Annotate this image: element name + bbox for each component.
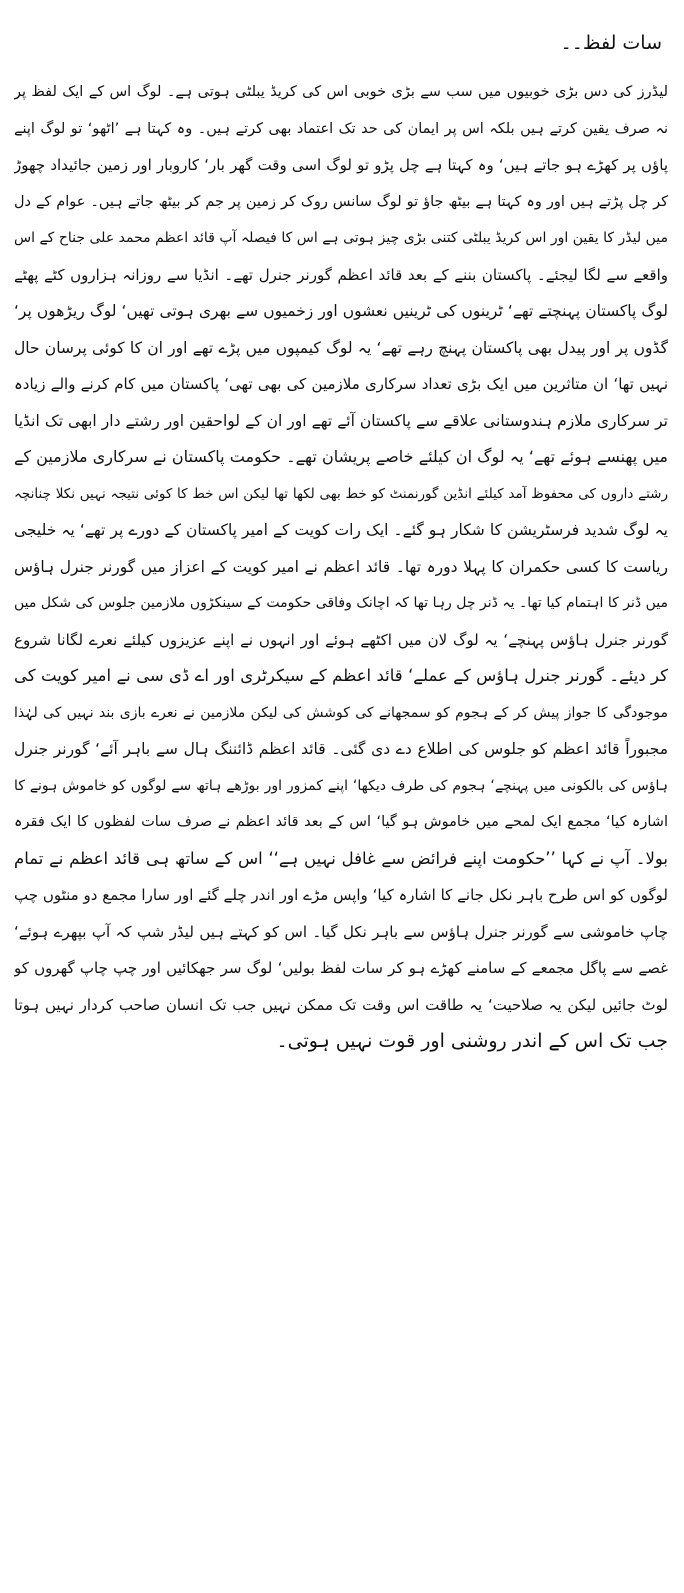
article-line: چاپ خاموشی سے گورنر جنرل ہاؤس سے باہر نکل گیا۔ اس کو کہتے ہیں لیڈر شپ کہ آپ بپھرے ہوئے‘ bbox=[14, 922, 668, 941]
article-line: لوٹ جائیں لیکن یہ صلاحیت‘ یہ طاقت اس وقت تک ممکن نہیں جب تک انسان صاحب کردار نہیں ہوتا bbox=[14, 995, 668, 1014]
article-title: سات لفظ۔۔ bbox=[560, 32, 662, 54]
article-line: واقعے سے لگا لیجئے۔ پاکستان بننے کے بعد قائد اعظم گورنر جنرل تھے۔ انڈیا سے روزانہ ہزاروں کٹے پھٹے bbox=[14, 265, 668, 284]
article-line: لیڈرز کی دس بڑی خوبیوں میں سب سے بڑی خوبی اس کی کریڈ یبلٹی ہوتی ہے۔ لوگ اس کے ایک لفظ پر bbox=[14, 84, 668, 100]
article-line: بولا۔ آپ نے کہا ’’حکومت اپنے فرائض سے غافل نہیں ہے‘‘ اس کے ساتھ ہی قائد اعظم نے تمام bbox=[14, 848, 668, 868]
article-line: میں پھنسے ہوئے تھے‘ یہ لوگ ان کیلئے خاصے پریشان تھے۔ حکومت پاکستان نے سرکاری ملازمین کے bbox=[14, 447, 668, 466]
article-body bbox=[14, 74, 668, 1060]
article-line: گورنر جنرل ہاؤس پہنچے‘ یہ لوگ لان میں اکٹھے ہوئے اور انہوں نے اپنے عزیزوں کیلئے نعرے لگانا شروع bbox=[14, 630, 668, 649]
article-line: میں لیڈر کا یقین اور اس کریڈ یبلٹی کتنی بڑی چیز ہوتی ہے اس کا فیصلہ آپ قائد اعظم محمد علی جناح کے اس bbox=[14, 230, 668, 246]
article-line: ہاؤس کی بالکونی میں پہنچے‘ ہجوم کی طرف دیکھا‘ اپنے کمزور اور بوڑھے ہاتھ سے لوگوں کو خاموش ہونے کا bbox=[14, 777, 668, 794]
article-line: غصے سے پاگل مجمعے کے سامنے کھڑے ہو کر سات لفظ بولیں‘ لوگ سر جھکائیں اور چپ چاپ گھروں کو bbox=[14, 959, 668, 977]
article-line: ریاست کا کسی حکمران کا پہلا دورہ تھا۔ قائد اعظم نے امیر کویت کے اعزاز میں گورنر جنرل ہاؤس bbox=[14, 557, 668, 576]
article-line: کر چل پڑتے ہیں اور وہ کہتا ہے بیٹھ جاؤ تو لوگ سانس روک کر زمین پر جم کر بیٹھ جاتے ہیں۔ عوام کے دل bbox=[14, 193, 668, 210]
article-line: گڈوں پر اور پیدل بھی پاکستان پہنچ رہے تھے‘ یہ لوگ کیمپوں میں پڑے تھے اور ان کا کوئی پرسان حال bbox=[14, 338, 668, 357]
article-line: لوگ پاکستان پہنچتے تھے‘ ٹرینوں کی ٹرینیں نعشوں اور زخمیوں سے بھری ہوتی تھیں‘ لوگ ریڑھوں پر‘ bbox=[14, 302, 668, 320]
article-line: رشتے داروں کی محفوظ آمد کیلئے انڈین گورنمنٹ کو خط بھی لکھا تھا لیکن اس خط کا کوئی نتیجہ نہیں نکلا چنانچہ bbox=[14, 485, 668, 502]
article-line: میں ڈنر کا اہتمام کیا تھا۔ یہ ڈنر چل رہا تھا کہ اچانک وفاقی حکومت کے سینکڑوں ملازمین جلوس کی شکل میں bbox=[14, 595, 668, 611]
article-line: جب تک اس کے اندر روشنی اور قوت نہیں ہوتی۔ bbox=[276, 1030, 668, 1052]
article-line: اشارہ کیا‘ مجمع ایک لمحے میں خاموش ہو گیا‘ اس کے بعد قائد اعظم نے صرف سات لفظوں کا ایک فقرہ bbox=[14, 814, 668, 830]
article-line: پاؤں پر کھڑے ہو جاتے ہیں‘ وہ کہتا ہے چل پڑو تو لوگ اسی وقت گھر بار‘ کاروبار اور زمین جائیداد چھوڑ bbox=[14, 156, 668, 174]
article-line: موجودگی کا جواز پیش کر کے ہجوم کو سمجھانے کی کوشش کی لیکن ملازمین نے نعرے بازی بند نہیں کی لہٰذا bbox=[14, 704, 668, 721]
article-line: یہ لوگ شدید فرسٹریشن کا شکار ہو گئے۔ ایک رات کویت کے امیر پاکستان کے دورے پر تھے‘ یہ خلیجی bbox=[14, 521, 668, 539]
article-line: لوگوں کو اس طرح باہر نکل جانے کا اشارہ کیا‘ واپس مڑے اور اندر چلے گئے اور سارا مجمع دو منٹوں چپ bbox=[14, 886, 668, 904]
article-line: نہ صرف یقین کرتے ہیں بلکہ اس پر ایمان کی حد تک اعتماد بھی کرتے ہیں۔ وہ کہتا ہے ’اٹھو‘ تو لوگ اپنے bbox=[14, 120, 668, 137]
article-line: کر دیئے۔ گورنر جنرل ہاؤس کے عملے‘ قائد اعظم کے سیکرٹری اور اے ڈی سی نے امیر کویت کی bbox=[14, 666, 668, 685]
article-line: تر سرکاری ملازم ہندوستانی علاقے سے پاکستان آئے تھے اور ان کے لواحقین اور رشتے دار ابھی تک انڈیا bbox=[14, 411, 668, 430]
article-line: نہیں تھا‘ ان متاثرین میں ایک بڑی تعداد سرکاری ملازمین کی بھی تھی‘ پاکستان میں کام کرنے والے زیادہ bbox=[14, 375, 668, 393]
article-line: مجبوراً قائد اعظم کو جلوس کی اطلاع دے دی گئی۔ قائد اعظم ڈائننگ ہال سے باہر آئے‘ گورنر جنرل bbox=[14, 740, 668, 758]
